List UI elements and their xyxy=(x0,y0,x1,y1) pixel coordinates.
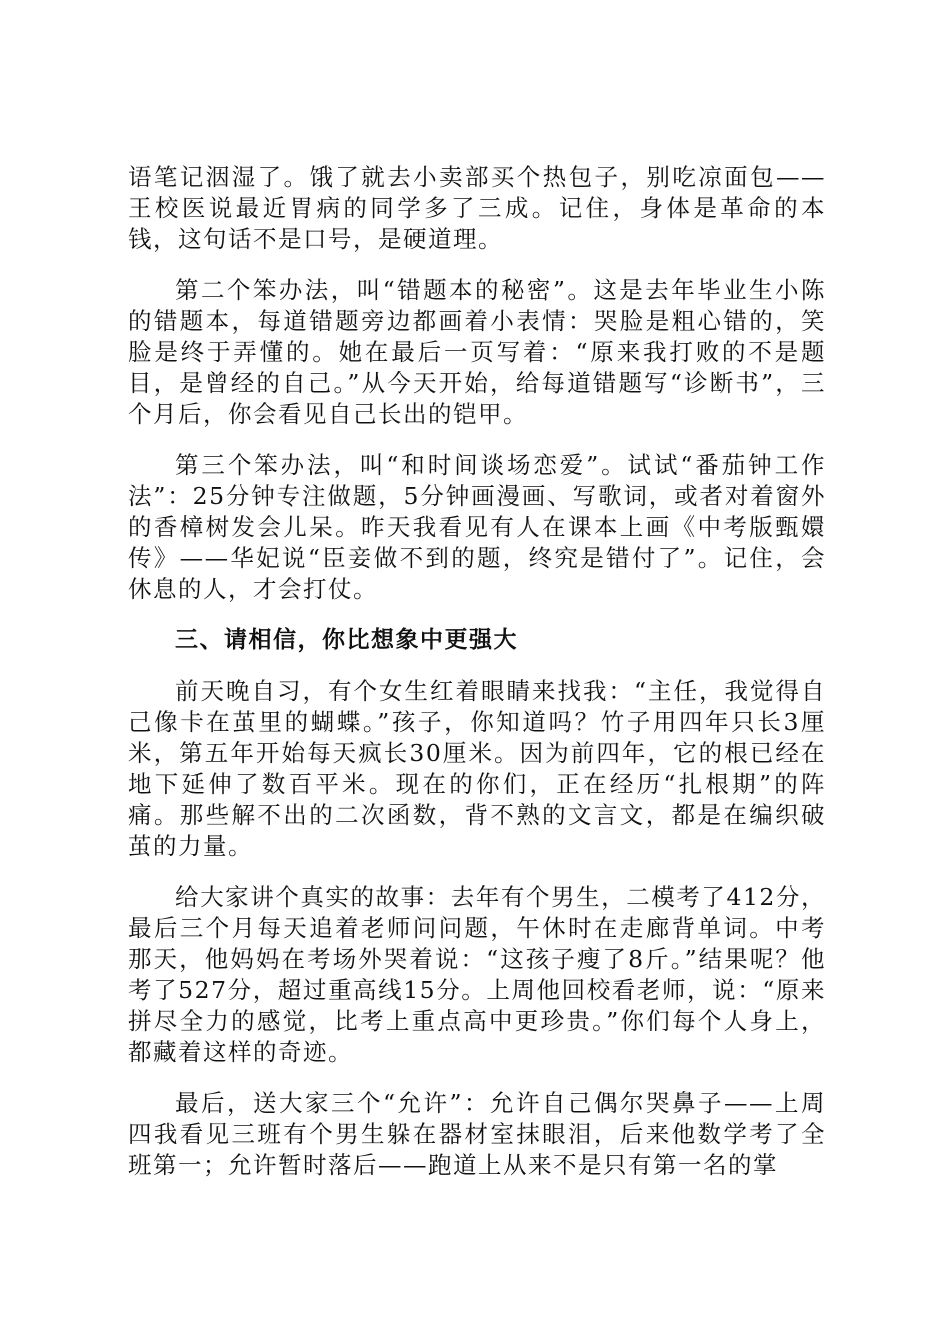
paragraph-third-method: 第三个笨办法，叫“和时间谈场恋爱”。试试“番茄钟工作法”：25分钟专注做题，5分钟画漫画、写歌词，或者对着窗外的香樟树发会儿呆。昨天我看见有人在课本上画《中考版甄嬛传》——华妃说“臣妾做不到的题，终究是错付了”。记住，会休息的人，才会打仗。 xyxy=(128,451,826,603)
section-heading: 三、请相信，你比想象中更强大 xyxy=(175,627,518,653)
paragraph-second-method: 第二个笨办法，叫“错题本的秘密”。这是去年毕业生小陈的错题本，每道错题旁边都画着小表情：哭脸是粗心错的，笑脸是终于弄懂的。她在最后一页写着：“原来我打败的不是题目，是曾经的自己。”从今天开始，给每道错题写“诊断书”，三个月后，你会看见自己长出的铠甲。 xyxy=(128,276,826,428)
paragraph-true-story: 给大家讲个真实的故事：去年有个男生，二模考了412分，最后三个月每天追着老师问问题，午休时在走廊背单词。中考那天，他妈妈在考场外哭着说：“这孩子瘦了8斤。”结果呢？他考了527分，超过重高线15分。上周他回校看老师，说：“原来拼尽全力的感觉，比考上重点高中更珍贵。”你们每个人身上，都藏着这样的奇迹。 xyxy=(128,883,826,1066)
paragraph-bamboo-story: 前天晚自习，有个女生红着眼睛来找我：“主任，我觉得自己像卡在茧里的蝴蝶。”孩子，你知道吗？竹子用四年只长3厘米，第五年开始每天疯长30厘米。因为前四年，它的根已经在地下延伸了数百平米。现在的你们，正在经历“扎根期”的阵痛。那些解不出的二次函数，背不熟的文言文，都是在编织破茧的力量。 xyxy=(128,677,826,860)
paragraph-three-allowances: 最后，送大家三个“允许”：允许自己偶尔哭鼻子——上周四我看见三班有个男生躲在器材室抹眼泪，后来他数学考了全班第一；允许暂时落后——跑道上从来不是只有第一名的掌 xyxy=(128,1089,826,1179)
paragraph-continuation: 语笔记洇湿了。饿了就去小卖部买个热包子，别吃凉面包——王校医说最近胃病的同学多了三成。记住，身体是革命的本钱，这句话不是口号，是硬道理。 xyxy=(128,163,826,253)
document-body xyxy=(128,162,826,1201)
